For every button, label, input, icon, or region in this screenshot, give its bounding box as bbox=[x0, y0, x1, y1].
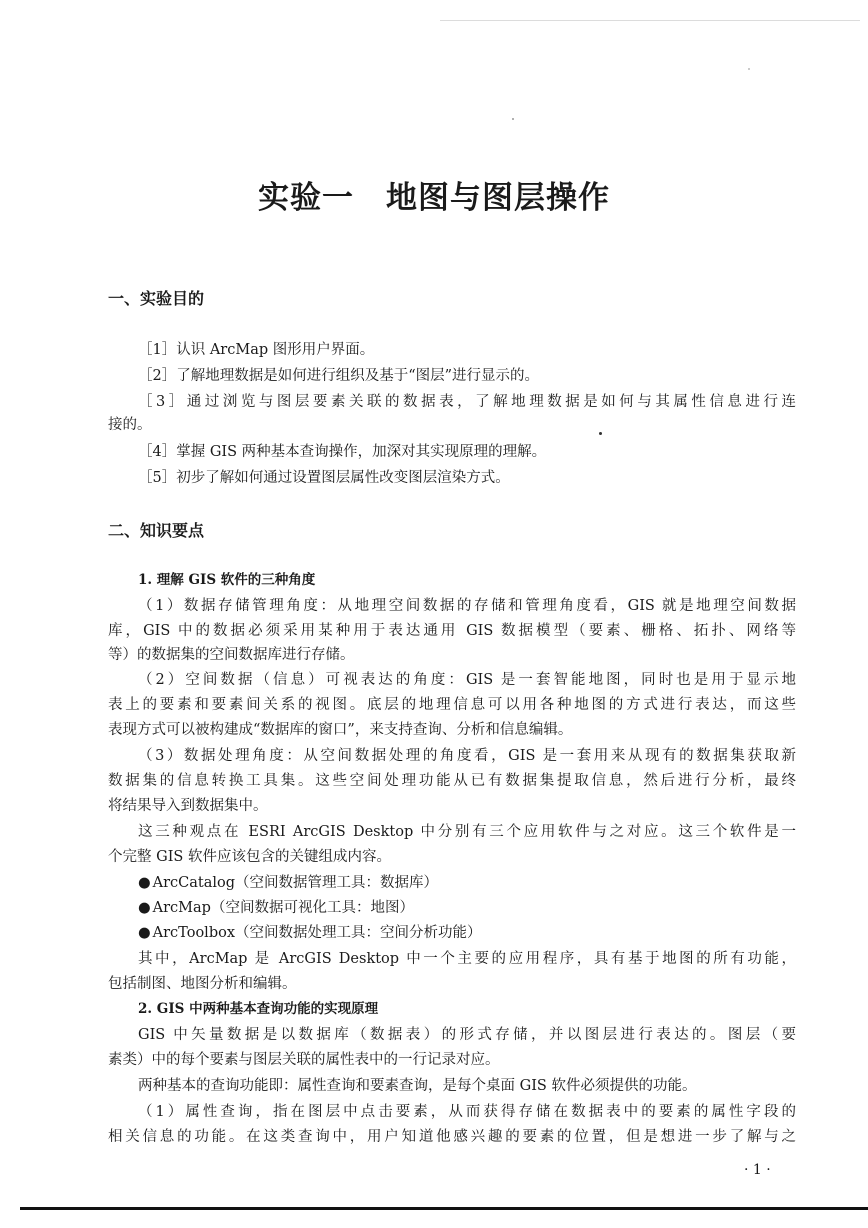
scan-speck bbox=[748, 68, 750, 70]
paragraph-line: （1）数据存储管理角度：从地理空间数据的存储和管理角度看，GIS 就是地理空间数据 bbox=[138, 598, 796, 614]
bottom-rule bbox=[20, 1207, 868, 1210]
paragraph-line: 相关信息的功能。在这类查询中，用户知道他感兴趣的要素的位置，但是想进一步了解与之 bbox=[108, 1129, 796, 1145]
paragraph-line: 个完整 GIS 软件应该包含的关键组成内容。 bbox=[108, 849, 391, 865]
paragraph-line: 素类）中的每个要素与图层关联的属性表中的一行记录对应。 bbox=[108, 1052, 500, 1068]
objective-item-4: ［4］掌握 GIS 两种基本查询操作，加深对其实现原理的理解。 bbox=[138, 444, 547, 460]
objective-item-3-cont: 接的。 bbox=[108, 417, 152, 433]
paragraph-line: （2）空间数据（信息）可视表达的角度：GIS 是一套智能地图，同时也是用于显示地 bbox=[138, 672, 796, 688]
paragraph-line: 库，GIS 中的数据必须采用某种用于表达通用 GIS 数据模型（要素、栅格、拓扑、网络等 bbox=[108, 623, 796, 639]
bullet-dot-icon: ● bbox=[138, 875, 151, 891]
paragraph-line: 数据集的信息转换工具集。这些空间处理功能从已有数据集提取信息，然后进行分析，最终 bbox=[108, 773, 796, 789]
paragraph-line: 两种基本的查询功能即：属性查询和要素查询，是每个桌面 GIS 软件必须提供的功能。 bbox=[138, 1078, 697, 1094]
bullet-item-arcmap bbox=[138, 896, 414, 917]
section-heading-objectives: 一、实验目的 bbox=[108, 289, 205, 308]
paragraph-line: 等）的数据集的空间数据库进行存储。 bbox=[108, 647, 355, 663]
bullet-dot-icon: ● bbox=[138, 925, 151, 941]
bullet-text: ArcCatalog（空间数据管理工具：数据库） bbox=[152, 875, 439, 891]
paragraph-line: （3）数据处理角度：从空间数据处理的角度看，GIS 是一套用来从现有的数据集获取新 bbox=[138, 748, 796, 764]
bullet-dot-icon: ● bbox=[138, 900, 151, 916]
paragraph-line: 其中，ArcMap 是 ArcGIS Desktop 中一个主要的应用程序，具有基于地图的所有功能， bbox=[138, 951, 796, 967]
scan-speck bbox=[599, 432, 602, 435]
section-heading-key-points: 二、知识要点 bbox=[108, 521, 205, 540]
scan-speck bbox=[512, 118, 514, 120]
objective-item-3: ［3］通过浏览与图层要素关联的数据表，了解地理数据是如何与其属性信息进行连 bbox=[138, 394, 796, 410]
paragraph-line: 表现方式可以被构建成“数据库的窗口”，来支持查询、分析和信息编辑。 bbox=[108, 722, 573, 738]
page-number: · 1 · bbox=[744, 1162, 771, 1178]
subheading-query-principles: 2. GIS 中两种基本查询功能的实现原理 bbox=[138, 1001, 379, 1017]
paragraph-line: 包括制图、地图分析和编辑。 bbox=[108, 976, 297, 992]
top-rule bbox=[440, 20, 860, 21]
bullet-item-arccatalog bbox=[138, 871, 438, 892]
paragraph-line: （1）属性查询，指在图层中点击要素，从而获得存储在数据表中的要素的属性字段的 bbox=[138, 1104, 796, 1120]
subheading-three-perspectives: 1. 理解 GIS 软件的三种角度 bbox=[138, 572, 316, 588]
objective-item-1: ［1］认识 ArcMap 图形用户界面。 bbox=[138, 342, 375, 358]
bullet-text: ArcMap（空间数据可视化工具：地图） bbox=[152, 900, 414, 916]
paragraph-line: 表上的要素和要素间关系的视图。底层的地理信息可以用各种地图的方式进行表达，而这些 bbox=[108, 697, 796, 713]
paragraph-line: 将结果导入到数据集中。 bbox=[108, 798, 268, 814]
objective-item-2: ［2］了解地理数据是如何进行组织及基于“图层”进行显示的。 bbox=[138, 368, 540, 384]
bullet-text: ArcToolbox（空间数据处理工具：空间分析功能） bbox=[152, 925, 482, 941]
page-title: 实验一 地图与图层操作 bbox=[258, 180, 610, 216]
paragraph-line: GIS 中矢量数据是以数据库（数据表）的形式存储，并以图层进行表达的。图层（要 bbox=[138, 1027, 796, 1043]
paragraph-line: 这三种观点在 ESRI ArcGIS Desktop 中分别有三个应用软件与之对应。这三个软件是一 bbox=[138, 824, 796, 840]
bullet-item-arctoolbox bbox=[138, 921, 482, 942]
objective-item-5: ［5］初步了解如何通过设置图层属性改变图层渲染方式。 bbox=[138, 470, 510, 486]
